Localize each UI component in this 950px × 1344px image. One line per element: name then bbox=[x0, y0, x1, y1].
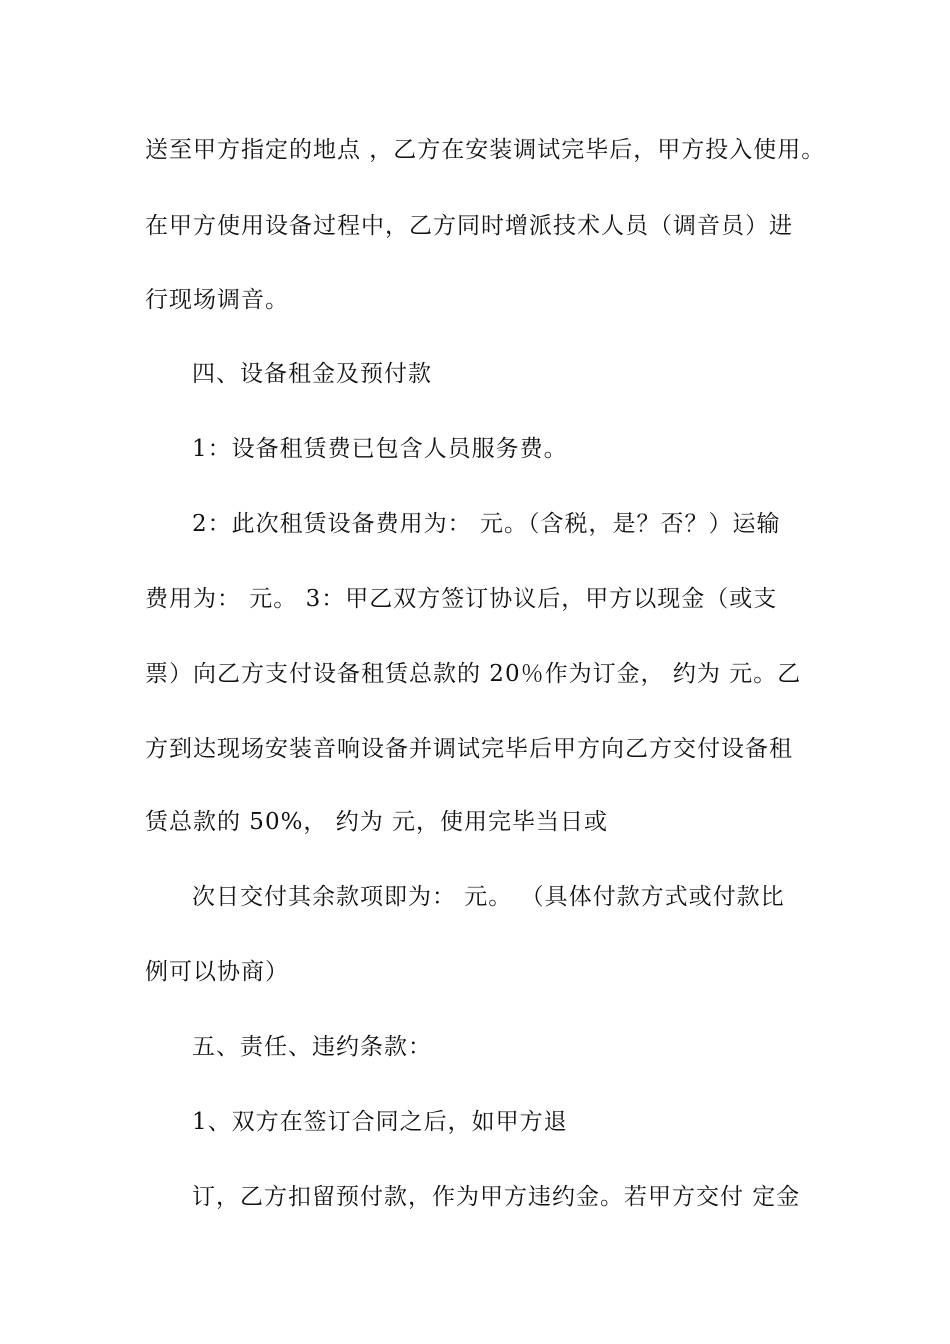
text-line: 送至甲方指定的地点 ，乙方在安装调试完毕后，甲方投入使用。 bbox=[145, 137, 826, 163]
section-heading: 五、责任、违约条款： bbox=[192, 1034, 432, 1060]
text-line: 1、双方在签订合同之后，如甲方退 bbox=[192, 1109, 568, 1135]
text-line: 费用为： 元。 3：甲乙双方签订协议后，甲方以现金（或支 bbox=[145, 586, 778, 612]
text-line: 行现场调音。 bbox=[145, 287, 289, 313]
text-line: 在甲方使用设备过程中，乙方同时增派技术人员（调音员）进 bbox=[145, 213, 793, 239]
text-line: 2：此次租赁设备费用为： 元。（含税，是？否？）运输 bbox=[192, 511, 781, 537]
text-line: 1：设备租赁费已包含人员服务费。 bbox=[192, 436, 568, 462]
text-line: 例可以协商） bbox=[145, 959, 289, 985]
text-line: 方到达现场安装音响设备并调试完毕后甲方向乙方交付设备租 bbox=[145, 736, 793, 762]
text-line: 次日交付其余款项即为： 元。 （具体付款方式或付款比 bbox=[192, 884, 785, 910]
text-line: 票）向乙方支付设备租赁总款的 20％作为订金， 约为 元。乙 bbox=[145, 661, 802, 687]
text-line: 订，乙方扣留预付款，作为甲方违约金。若甲方交付 定金 bbox=[192, 1184, 801, 1210]
text-line: 赁总款的 50%， 约为 元，使用完毕当日或 bbox=[145, 809, 609, 835]
section-heading: 四、设备租金及预付款 bbox=[192, 361, 432, 387]
